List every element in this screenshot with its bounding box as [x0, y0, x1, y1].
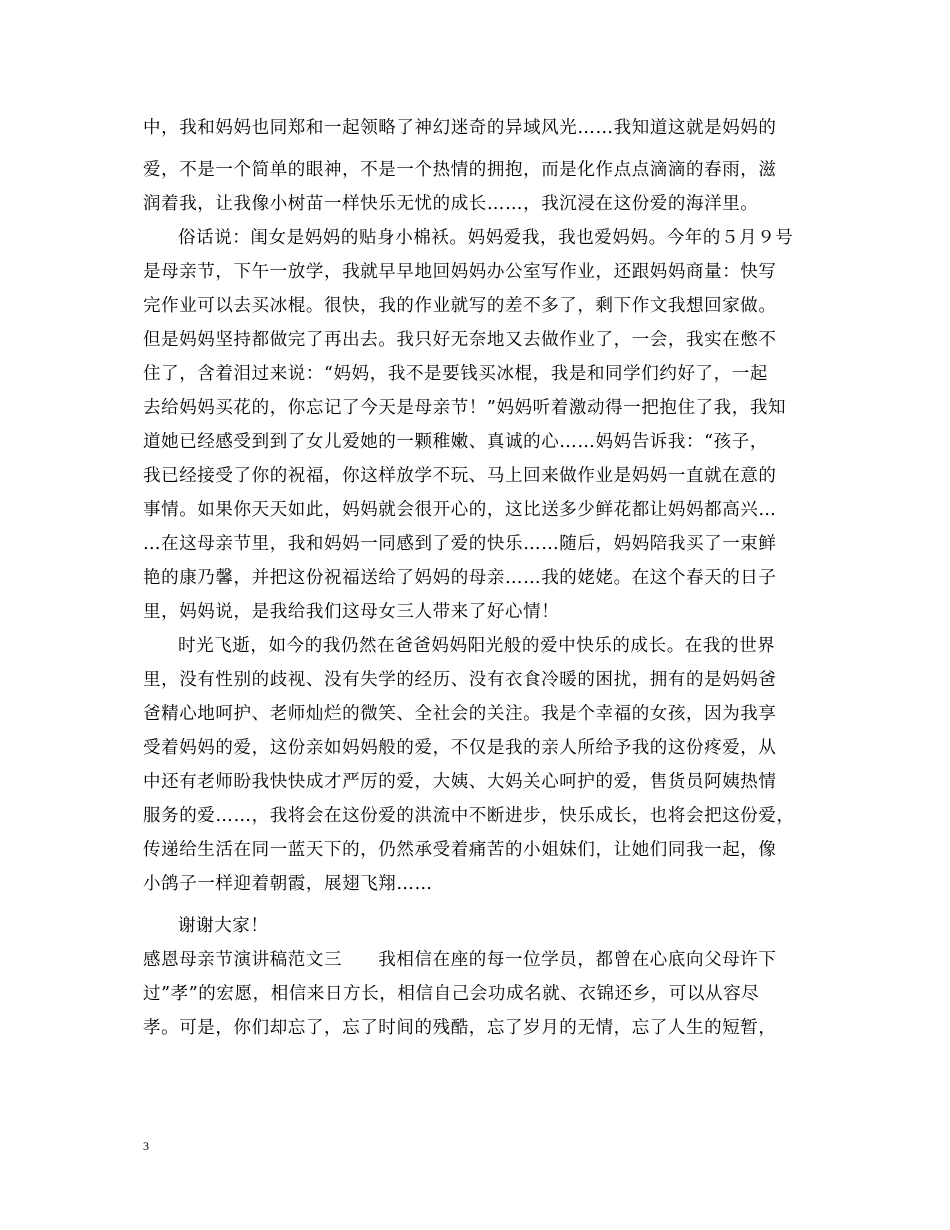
- text-line: 孝。可是，你们却忘了，忘了时间的残酷，忘了岁月的无情，忘了人生的短暂，: [143, 1018, 777, 1038]
- text-line: 中，我和妈妈也同郑和一起领略了神幻迷奇的异域风光……我知道这就是妈妈的: [143, 118, 777, 138]
- text-line: 润着我，让我像小树苗一样快乐无忧的成长……，我沉浸在这份爱的海洋里。: [143, 194, 759, 214]
- paragraph-first-line: 俗话说：闺女是妈妈的贴身小棉袄。妈妈爱我，我也爱妈妈。今年的５月９号: [178, 228, 794, 248]
- text-line: 中还有老师盼我快快成才严厉的爱，大姨、大妈关心呵护的爱，售货员阿姨热情: [143, 772, 777, 792]
- text-line: 艳的康乃馨，并把这份祝福送给了妈妈的母亲……我的姥姥。在这个春天的日子: [143, 568, 777, 588]
- text-line: 里，妈妈说，是我给我们这母女三人带来了好心情！: [143, 602, 560, 622]
- text-line: 事情。如果你天天如此，妈妈就会很开心的，这比送多少鲜花都让妈妈都高兴…: [143, 500, 777, 520]
- text-line: 住了，含着泪过来说：“妈妈，我不是要钱买冰棍，我是和同学们约好了，一起: [143, 364, 768, 384]
- section-heading-line: 感恩母亲节演讲稿范文三 我相信在座的每一位学员，都曾在心底向父母许下: [143, 950, 777, 970]
- text-line: 道她已经感受到到了女儿爱她的一颗稚嫩、真诚的心……妈妈告诉我：“孩子，: [143, 432, 768, 452]
- text-line: 完作业可以去买冰棍。很快，我的作业就写的差不多了，剩下作文我想回家做。: [143, 296, 777, 316]
- text-line: 我已经接受了你的祝福，你这样放学不玩、马上回来做作业是妈妈一直就在意的: [143, 466, 777, 486]
- text-line: 是母亲节，下午一放学，我就早早地回妈妈办公室写作业，还跟妈妈商量：快写: [143, 262, 777, 282]
- text-line: 服务的爱……，我将会在这份爱的洪流中不断进步，快乐成长，也将会把这份爱，: [143, 806, 795, 826]
- text-line: 爱，不是一个简单的眼神，不是一个热情的拥抱，而是化作点点滴滴的春雨，滋: [143, 160, 777, 180]
- text-line: 去给妈妈买花的，你忘记了今天是母亲节！”妈妈听着激动得一把抱住了我，我知: [143, 398, 787, 418]
- text-line: 小鸽子一样迎着朝霞，展翅飞翔……: [143, 874, 433, 894]
- page-number: 3: [143, 1139, 149, 1153]
- text-line: …在这母亲节里，我和妈妈一同感到了爱的快乐……随后，妈妈陪我买了一束鲜: [143, 534, 777, 554]
- text-line: 但是妈妈坚持都做完了再出去。我只好无奈地又去做作业了，一会，我实在憋不: [143, 330, 777, 350]
- text-line: 受着妈妈的爱，这份亲如妈妈般的爱，不仅是我的亲人所给予我的这份疼爱，从: [143, 738, 777, 758]
- text-line: 爸精心地呵护、老师灿烂的微笑、全社会的关注。我是个幸福的女孩，因为我享: [143, 704, 777, 724]
- text-line: 传递给生活在同一蓝天下的，仍然承受着痛苦的小姐妹们，让她们同我一起，像: [143, 840, 777, 860]
- text-line: 过”孝”的宏愿，相信来日方长，相信自己会功成名就、衣锦还乡，可以从容尽: [143, 984, 760, 1004]
- paragraph-first-line: 时光飞逝，如今的我仍然在爸爸妈妈阳光般的爱中快乐的成长。在我的世界: [178, 636, 776, 656]
- text-line: 里，没有性别的歧视、没有失学的经历、没有衣食冷暖的困扰，拥有的是妈妈爸: [143, 670, 777, 690]
- paragraph-first-line: 谢谢大家！: [178, 916, 269, 936]
